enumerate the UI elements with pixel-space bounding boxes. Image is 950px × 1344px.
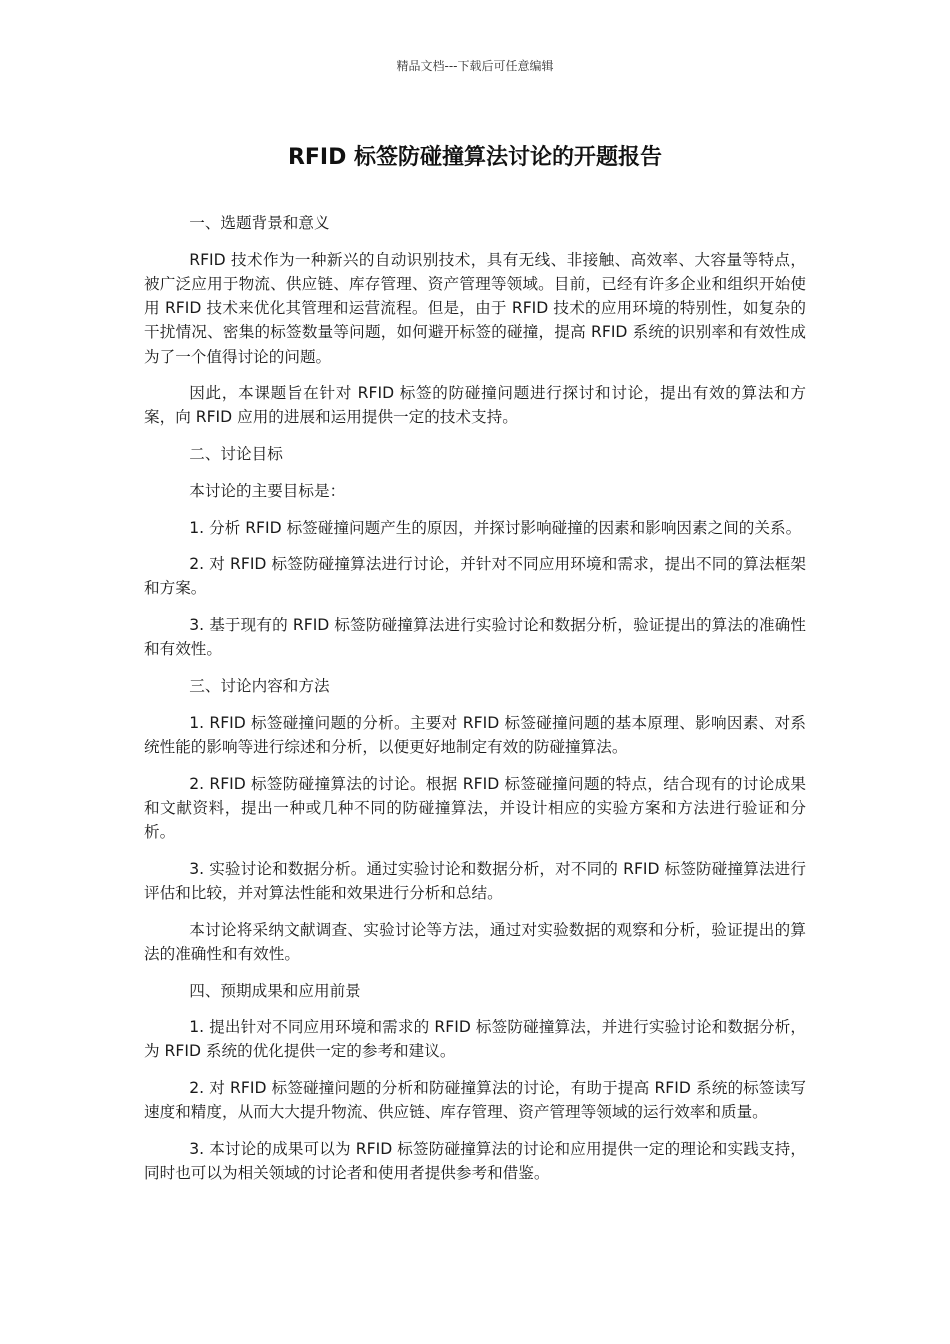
document-title: RFID 标签防碰撞算法讨论的开题报告 [287, 145, 663, 170]
page-header: 精品文档---下载后可任意编辑 [396, 59, 554, 73]
paragraph: 因此，本课题旨在针对 RFID 标签的防碰撞问题进行探讨和讨论，提出有效的算法和方案，向 RFID 应用的进展和运用提供一定的技术支持。 [144, 384, 806, 427]
list-item: 1. 分析 RFID 标签碰撞问题产生的原因，并探讨影响碰撞的因素和影响因素之间的关系。 [189, 518, 802, 537]
document-body [144, 211, 806, 1198]
list-item: 2. 对 RFID 标签防碰撞算法进行讨论，并针对不同应用环境和需求，提出不同的算法框架和方案。 [144, 555, 806, 598]
paragraph: RFID 技术作为一种新兴的自动识别技术，具有无线、非接触、高效率、大容量等特点，被广泛应用于物流、供应链、库存管理、资产管理等领域。目前，已经有许多企业和组织开始使用 RFID 技术来优化其管理和运营流程。但是，由于 RFID 技术的应用环境的特别性，如复杂的干扰情况、密集的标签数量等问题，如何避开标签的碰撞，提高 RFID 系统的识别率和有效性成为了一个值得讨论的问题。 [144, 250, 806, 366]
section-heading-outcomes: 四、预期成果和应用前景 [189, 981, 361, 1000]
paragraph: 本讨论的主要目标是： [189, 481, 346, 500]
section-heading-goals: 二、讨论目标 [189, 445, 283, 464]
list-item: 1. 提出针对不同应用环境和需求的 RFID 标签防碰撞算法，并进行实验讨论和数据分析，为 RFID 系统的优化提供一定的参考和建议。 [144, 1018, 806, 1061]
list-item: 1. RFID 标签碰撞问题的分析。主要对 RFID 标签碰撞问题的基本原理、影响因素、对系统性能的影响等进行综述和分析，以便更好地制定有效的防碰撞算法。 [144, 713, 806, 756]
list-item: 2. 对 RFID 标签碰撞问题的分析和防碰撞算法的讨论，有助于提高 RFID 系统的标签读写速度和精度，从而大大提升物流、供应链、库存管理、资产管理等领域的运行效率和质量。 [144, 1079, 806, 1122]
section-heading-background: 一、选题背景和意义 [189, 214, 330, 232]
list-item: 3. 基于现有的 RFID 标签防碰撞算法进行实验讨论和数据分析，验证提出的算法的准确性和有效性。 [144, 616, 806, 659]
list-item: 3. 实验讨论和数据分析。通过实验讨论和数据分析，对不同的 RFID 标签防碰撞算法进行评估和比较，并对算法性能和效果进行分析和总结。 [144, 859, 806, 902]
list-item: 3. 本讨论的成果可以为 RFID 标签防碰撞算法的讨论和应用提供一定的理论和实践支持，同时也可以为相关领域的讨论者和使用者提供参考和借鉴。 [144, 1140, 806, 1183]
list-item: 2. RFID 标签防碰撞算法的讨论。根据 RFID 标签碰撞问题的特点，结合现有的讨论成果和文献资料，提出一种或几种不同的防碰撞算法，并设计相应的实验方案和方法进行验证和分析。 [144, 774, 806, 842]
section-heading-methods: 三、讨论内容和方法 [189, 677, 330, 696]
paragraph: 本讨论将采纳文献调查、实验讨论等方法，通过对实验数据的观察和分析，验证提出的算法的准确性和有效性。 [144, 920, 806, 963]
